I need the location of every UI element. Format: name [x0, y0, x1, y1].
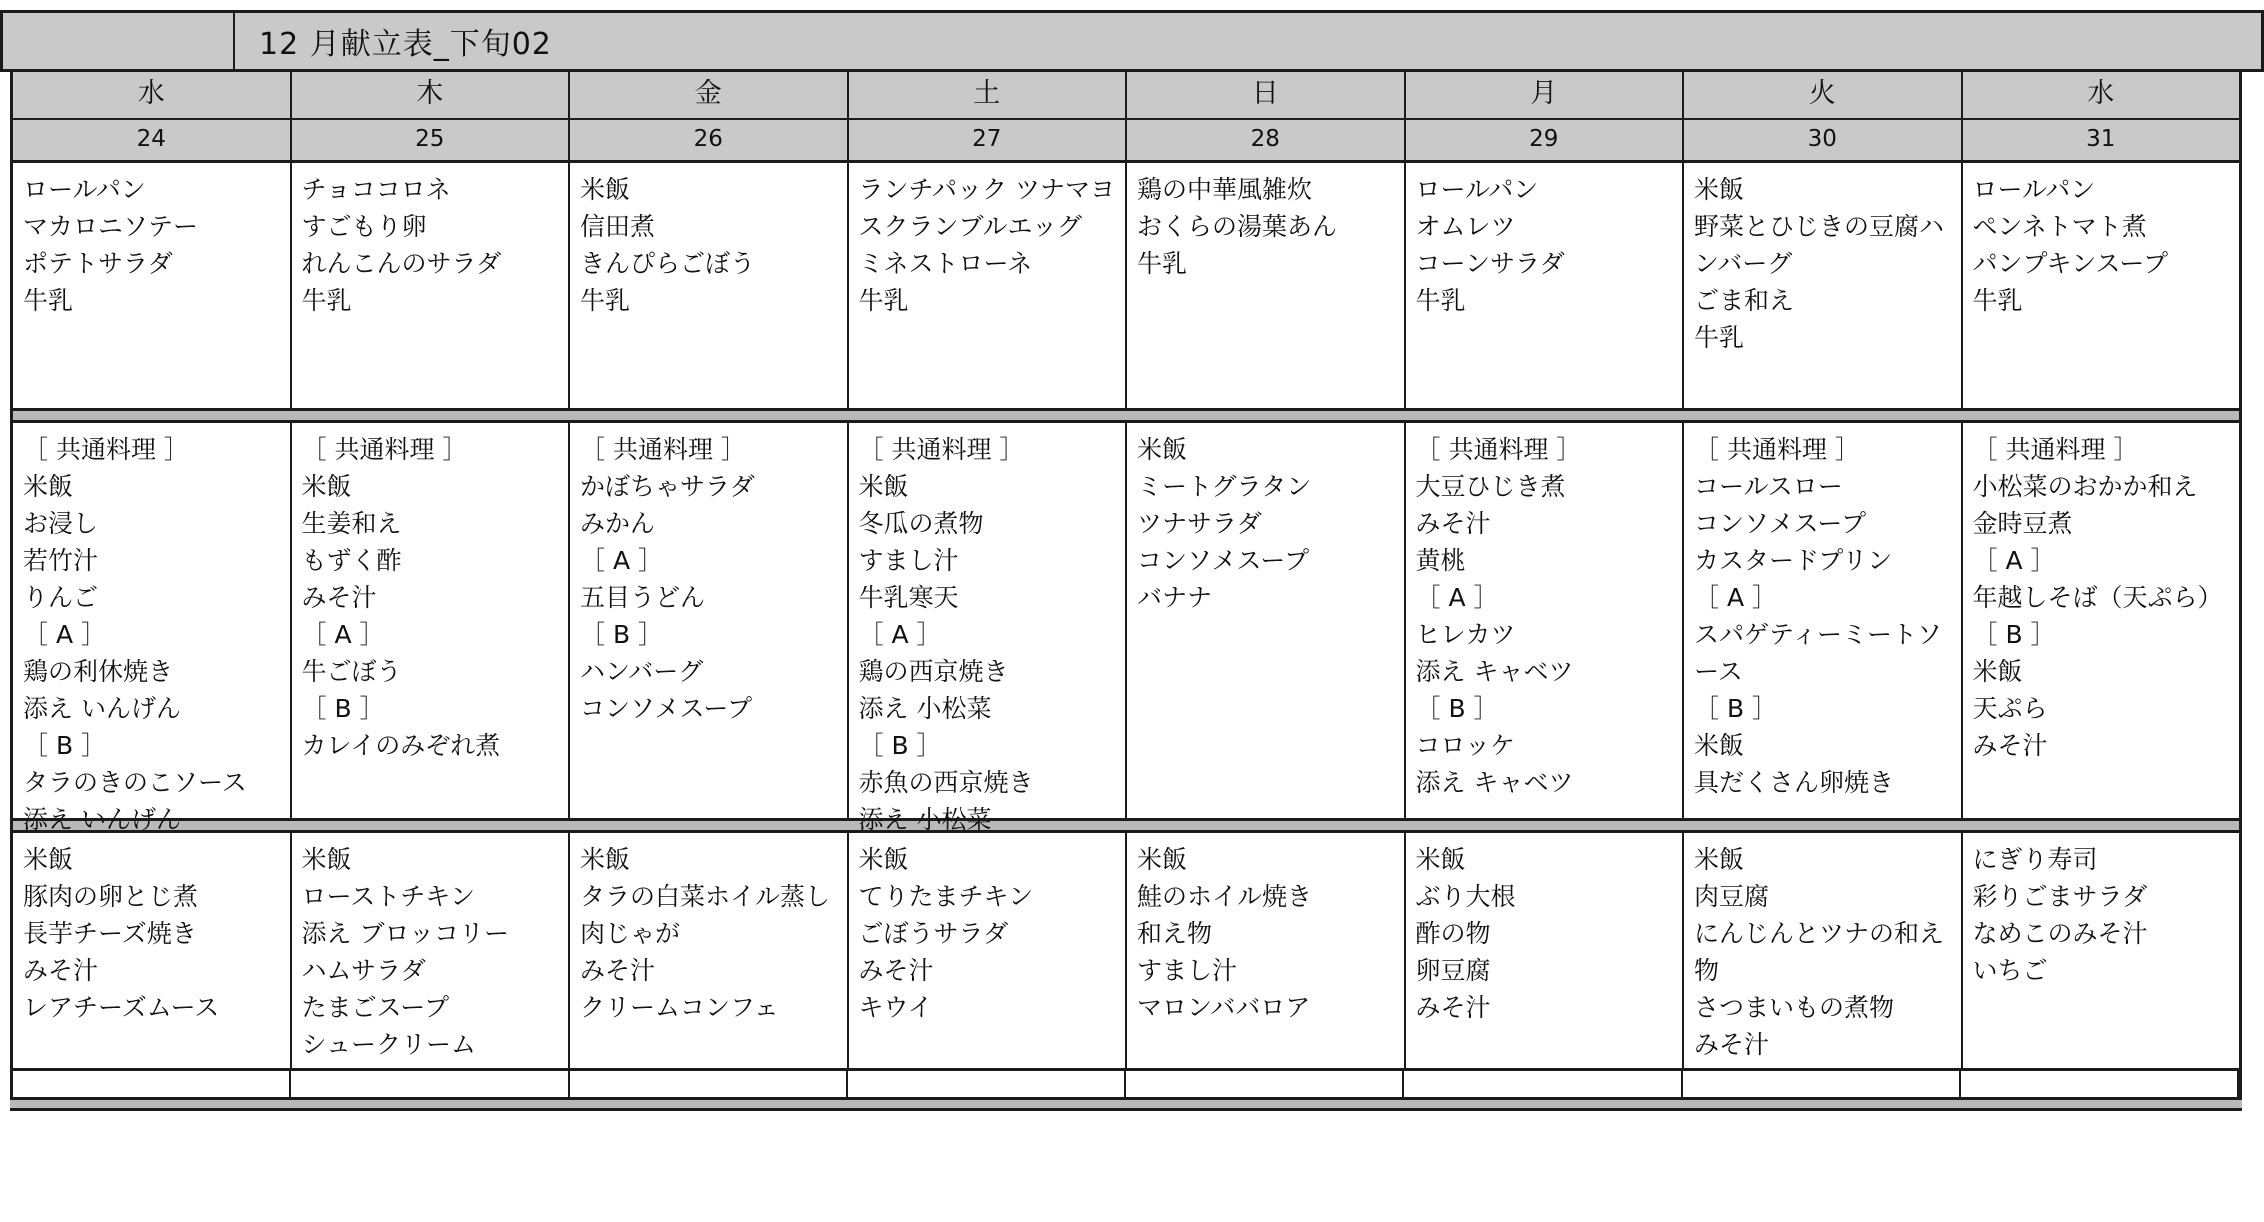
- menu-item: みそ汁: [580, 956, 656, 985]
- menu-item: 赤魚の西京焼き: [858, 768, 1034, 797]
- header-weekday-3: 土: [849, 72, 1128, 118]
- menu-item: 米飯: [23, 472, 74, 501]
- menu-item: 野菜とひじきの豆腐ハンバーグ: [1694, 212, 1945, 278]
- menu-item: タラの白菜ホイル蒸し: [580, 882, 831, 911]
- menu-item: 牛乳: [580, 286, 631, 315]
- menu-item: ［ 共通料理 ］: [301, 435, 468, 464]
- menu-item: 牛乳: [1694, 323, 1745, 352]
- menu-item: シュークリーム: [301, 1030, 477, 1059]
- menu-item: 五目うどん: [580, 583, 706, 612]
- lunch-row: [13, 423, 2239, 834]
- header-day-7: 31: [2086, 126, 2116, 152]
- menu-item: 若竹汁: [23, 546, 99, 575]
- menu-item: ［ 共通料理 ］: [23, 435, 189, 464]
- menu-item: さつまいもの煮物: [1694, 993, 1895, 1022]
- menu-item: スパゲティーミートソース: [1694, 620, 1943, 686]
- lunch-cell-0: [13, 423, 292, 834]
- menu-sheet: [0, 10, 2264, 1222]
- tail-cell-1: [291, 1071, 569, 1097]
- table-tail-row: [13, 1071, 2239, 1097]
- header-weekday-6: 火: [1684, 72, 1963, 118]
- menu-item: コンソメスープ: [1694, 509, 1867, 538]
- menu-item: 米飯: [580, 845, 631, 874]
- menu-item: レアチーズムース: [23, 993, 220, 1022]
- menu-item: 年越しそば（天ぷら）: [1972, 583, 2223, 612]
- menu-item: マロンババロア: [1137, 993, 1311, 1022]
- title-left-blank: [3, 13, 235, 69]
- menu-item: 冬瓜の煮物: [858, 509, 984, 538]
- menu-item: 鮭のホイル焼き: [1137, 882, 1313, 911]
- dinner-cell-7: [1963, 833, 2240, 1068]
- breakfast-cell-1: [292, 163, 571, 408]
- breakfast-cell-7: [1963, 163, 2240, 408]
- menu-item: かぼちゃサラダ: [580, 472, 755, 501]
- header-weekday-4: 日: [1127, 72, 1406, 118]
- menu-item: 牛ごぼう: [301, 657, 402, 686]
- menu-item: バナナ: [1137, 583, 1213, 612]
- header-day-3: 27: [849, 120, 1128, 160]
- header-day-5: 29: [1406, 120, 1685, 160]
- menu-table: [10, 72, 2242, 1097]
- header-day-0: 24: [13, 120, 292, 160]
- menu-item: ［ A ］: [1972, 546, 2056, 575]
- separator-bar-2: [13, 821, 2239, 833]
- menu-item: ［ A ］: [301, 620, 385, 649]
- menu-item: 添え いんげん: [23, 805, 181, 834]
- menu-item: ランチパック ツナマヨ: [858, 175, 1115, 204]
- menu-item: お浸し: [23, 509, 99, 538]
- menu-item: みそ汁: [1972, 731, 2048, 760]
- breakfast-cell-3: [849, 163, 1128, 408]
- menu-item: ［ B ］: [580, 620, 664, 649]
- menu-item: コールスロー: [1694, 472, 1843, 501]
- menu-item: すまし汁: [858, 546, 959, 575]
- menu-item: 鶏の中華風雑炊: [1137, 175, 1313, 204]
- menu-item: 大豆ひじき煮: [1415, 472, 1566, 501]
- breakfast-row: [13, 163, 2239, 411]
- menu-item: ロールパン: [23, 175, 146, 204]
- menu-item: 長芋チーズ焼き: [23, 919, 197, 948]
- dinner-cell-6: [1684, 833, 1963, 1068]
- menu-item: ［ B ］: [301, 694, 385, 723]
- menu-item: コロッケ: [1415, 731, 1516, 760]
- menu-item: 米飯: [858, 845, 909, 874]
- lunch-cell-3: [849, 423, 1128, 834]
- menu-item: パンプキンスープ: [1972, 249, 2169, 278]
- menu-item: ［ 共通料理 ］: [1694, 435, 1860, 464]
- menu-item: コーンサラダ: [1415, 249, 1565, 278]
- menu-item: ローストチキン: [301, 882, 476, 911]
- header-day-2: 26: [570, 120, 849, 160]
- tail-cell-6: [1683, 1071, 1961, 1097]
- menu-item: たまごスープ: [301, 993, 450, 1022]
- bottom-separator-bar: [10, 1097, 2242, 1111]
- separator-bar-1: [13, 411, 2239, 423]
- menu-item: きんぴらごぼう: [580, 249, 756, 278]
- breakfast-cell-0: [13, 163, 292, 408]
- menu-item: ツナサラダ: [1137, 509, 1262, 538]
- menu-item: 米飯: [1694, 845, 1745, 874]
- menu-item: ハムサラダ: [301, 956, 426, 985]
- dinner-cell-4: [1127, 833, 1406, 1068]
- menu-item: コンソメスープ: [1137, 546, 1310, 575]
- menu-item: 米飯: [858, 472, 909, 501]
- menu-item: ［ 共通料理 ］: [580, 435, 746, 464]
- menu-item: 天ぷら: [1972, 694, 2048, 723]
- menu-item: もずく酢: [301, 546, 402, 575]
- menu-item: チョココロネ: [301, 175, 451, 204]
- menu-item: にぎり寿司: [1972, 845, 2098, 874]
- menu-item: 米飯: [301, 845, 352, 874]
- menu-item: 米飯: [1415, 845, 1466, 874]
- menu-item: ［ 共通料理 ］: [1415, 435, 1582, 464]
- menu-item: ハンバーグ: [580, 657, 704, 686]
- menu-item: りんご: [23, 583, 99, 612]
- menu-item: 米飯: [1972, 657, 2023, 686]
- menu-item: ごま和え: [1694, 286, 1795, 315]
- menu-item: 米飯: [1694, 175, 1745, 204]
- breakfast-cell-2: [570, 163, 849, 408]
- menu-item: コンソメスープ: [580, 694, 753, 723]
- menu-item: 具だくさん卵焼き: [1694, 768, 1895, 797]
- dinner-cell-2: [570, 833, 849, 1068]
- menu-item: タラのきのこソース: [23, 768, 247, 797]
- header-weekday-0: 水: [13, 72, 292, 118]
- menu-item: みそ汁: [301, 583, 377, 612]
- menu-item: にんじんとツナの和え物: [1694, 919, 1945, 985]
- menu-item: てりたまチキン: [858, 882, 1034, 911]
- header-day-1: 25: [292, 120, 571, 160]
- table-header-days: [13, 120, 2239, 163]
- menu-item: 牛乳寒天: [858, 583, 959, 612]
- menu-item: 米飯: [1137, 435, 1188, 464]
- menu-item: 和え物: [1137, 919, 1213, 948]
- menu-item: みそ汁: [23, 956, 99, 985]
- tail-cell-2: [570, 1071, 848, 1097]
- title-bar: [0, 10, 2264, 72]
- menu-item: いちご: [1972, 956, 2048, 985]
- menu-item: 肉豆腐: [1694, 882, 1770, 911]
- menu-item: ペンネトマト煮: [1972, 212, 2147, 241]
- lunch-cell-6: [1684, 423, 1963, 818]
- menu-item: ［ B ］: [1972, 620, 2056, 649]
- menu-item: れんこんのサラダ: [301, 249, 502, 278]
- menu-item: 牛乳: [1137, 249, 1188, 278]
- tail-cell-7: [1961, 1071, 2239, 1097]
- lunch-cell-7: [1963, 423, 2240, 818]
- menu-item: クリームコンフェ: [580, 993, 779, 1022]
- menu-item: ［ 共通料理 ］: [858, 435, 1025, 464]
- breakfast-cell-4: [1127, 163, 1406, 408]
- menu-item: 彩りごまサラダ: [1972, 882, 2148, 911]
- menu-item: 牛乳: [1415, 286, 1466, 315]
- menu-item: 肉じゃが: [580, 919, 681, 948]
- menu-item: おくらの湯葉あん: [1137, 212, 1338, 241]
- menu-item: ミートグラタン: [1137, 472, 1312, 501]
- header-weekday-1: 木: [292, 72, 571, 118]
- menu-item: ［ A ］: [580, 546, 663, 575]
- dinner-row: [13, 833, 2239, 1071]
- menu-item: ［ B ］: [1415, 694, 1499, 723]
- menu-item: 酢の物: [1415, 919, 1491, 948]
- menu-item: みそ汁: [1415, 509, 1491, 538]
- header-day-4: 28: [1127, 120, 1406, 160]
- menu-item: 添え いんげん: [23, 694, 181, 723]
- menu-item: 牛乳: [1972, 286, 2023, 315]
- menu-item: 小松菜のおかか和え: [1972, 472, 2198, 501]
- menu-item: なめこのみそ汁: [1972, 919, 2148, 948]
- breakfast-cell-6: [1684, 163, 1963, 408]
- menu-item: キウイ: [858, 993, 933, 1022]
- menu-item: 牛乳: [23, 286, 74, 315]
- menu-item: ［ B ］: [1694, 694, 1778, 723]
- menu-item: 添え 小松菜: [858, 694, 992, 723]
- menu-item: オムレツ: [1415, 212, 1516, 241]
- menu-item: ヒレカツ: [1415, 620, 1516, 649]
- table-header-weekdays: [13, 72, 2239, 120]
- menu-item: 牛乳: [858, 286, 909, 315]
- menu-item: ［ B ］: [858, 731, 942, 760]
- tail-cell-3: [848, 1071, 1126, 1097]
- lunch-cell-5: [1406, 423, 1685, 818]
- menu-item: すまし汁: [1137, 956, 1238, 985]
- menu-item: 米飯: [23, 845, 74, 874]
- breakfast-cell-5: [1406, 163, 1685, 408]
- header-weekday-2: 金: [570, 72, 849, 118]
- menu-item: みかん: [580, 509, 656, 538]
- menu-item: 豚肉の卵とじ煮: [23, 882, 199, 911]
- lunch-cell-2: [570, 423, 849, 818]
- menu-item: ［ A ］: [1415, 583, 1499, 612]
- menu-item: 信田煮: [580, 212, 656, 241]
- dinner-cell-5: [1406, 833, 1685, 1068]
- menu-item: ［ A ］: [23, 620, 106, 649]
- menu-item: 生姜和え: [301, 509, 402, 538]
- menu-item: カスタードプリン: [1694, 546, 1893, 575]
- menu-item: 米飯: [1694, 731, 1745, 760]
- menu-item: 黄桃: [1415, 546, 1466, 575]
- tail-cell-0: [13, 1071, 291, 1097]
- menu-item: ［ B ］: [23, 731, 107, 760]
- menu-item: みそ汁: [858, 956, 934, 985]
- dinner-cell-1: [292, 833, 571, 1068]
- menu-item: カレイのみぞれ煮: [301, 731, 501, 760]
- dinner-cell-0: [13, 833, 292, 1068]
- menu-item: ロールパン: [1972, 175, 2096, 204]
- menu-item: みそ汁: [1694, 1030, 1770, 1059]
- tail-cell-4: [1126, 1071, 1404, 1097]
- menu-item: ごぼうサラダ: [858, 919, 1009, 948]
- menu-item: ぶり大根: [1415, 882, 1516, 911]
- menu-item: 添え 小松菜: [858, 805, 992, 834]
- menu-item: マカロニソテー: [23, 212, 199, 241]
- menu-item: 添え キャベツ: [1415, 768, 1574, 797]
- menu-item: 卵豆腐: [1415, 956, 1491, 985]
- menu-item: 米飯: [1137, 845, 1188, 874]
- menu-item: 鶏の西京焼き: [858, 657, 1009, 686]
- header-weekday-7: 水: [2087, 78, 2115, 109]
- menu-item: 添え キャベツ: [1415, 657, 1574, 686]
- menu-item: 米飯: [580, 175, 631, 204]
- menu-item: 金時豆煮: [1972, 509, 2073, 538]
- menu-item: 米飯: [301, 472, 352, 501]
- dinner-cell-3: [849, 833, 1128, 1068]
- menu-item: ［ A ］: [858, 620, 942, 649]
- menu-item: 鶏の利休焼き: [23, 657, 174, 686]
- menu-item: スクランブルエッグ: [858, 212, 1083, 241]
- page-title: 12 月献立表_下旬02: [235, 13, 2261, 69]
- menu-item: ロールパン: [1415, 175, 1539, 204]
- menu-item: みそ汁: [1415, 993, 1491, 1022]
- tail-cell-5: [1404, 1071, 1682, 1097]
- menu-item: ポテトサラダ: [23, 249, 173, 278]
- lunch-cell-1: [292, 423, 571, 818]
- header-weekday-5: 月: [1406, 72, 1685, 118]
- menu-item: ［ A ］: [1694, 583, 1777, 612]
- menu-item: 添え ブロッコリー: [301, 919, 509, 948]
- menu-item: すごもり卵: [301, 212, 427, 241]
- menu-item: ［ 共通料理 ］: [1972, 435, 2139, 464]
- menu-item: ミネストローネ: [858, 249, 1033, 278]
- header-day-6: 30: [1684, 120, 1963, 160]
- menu-item: 牛乳: [301, 286, 352, 315]
- lunch-cell-4: [1127, 423, 1406, 818]
